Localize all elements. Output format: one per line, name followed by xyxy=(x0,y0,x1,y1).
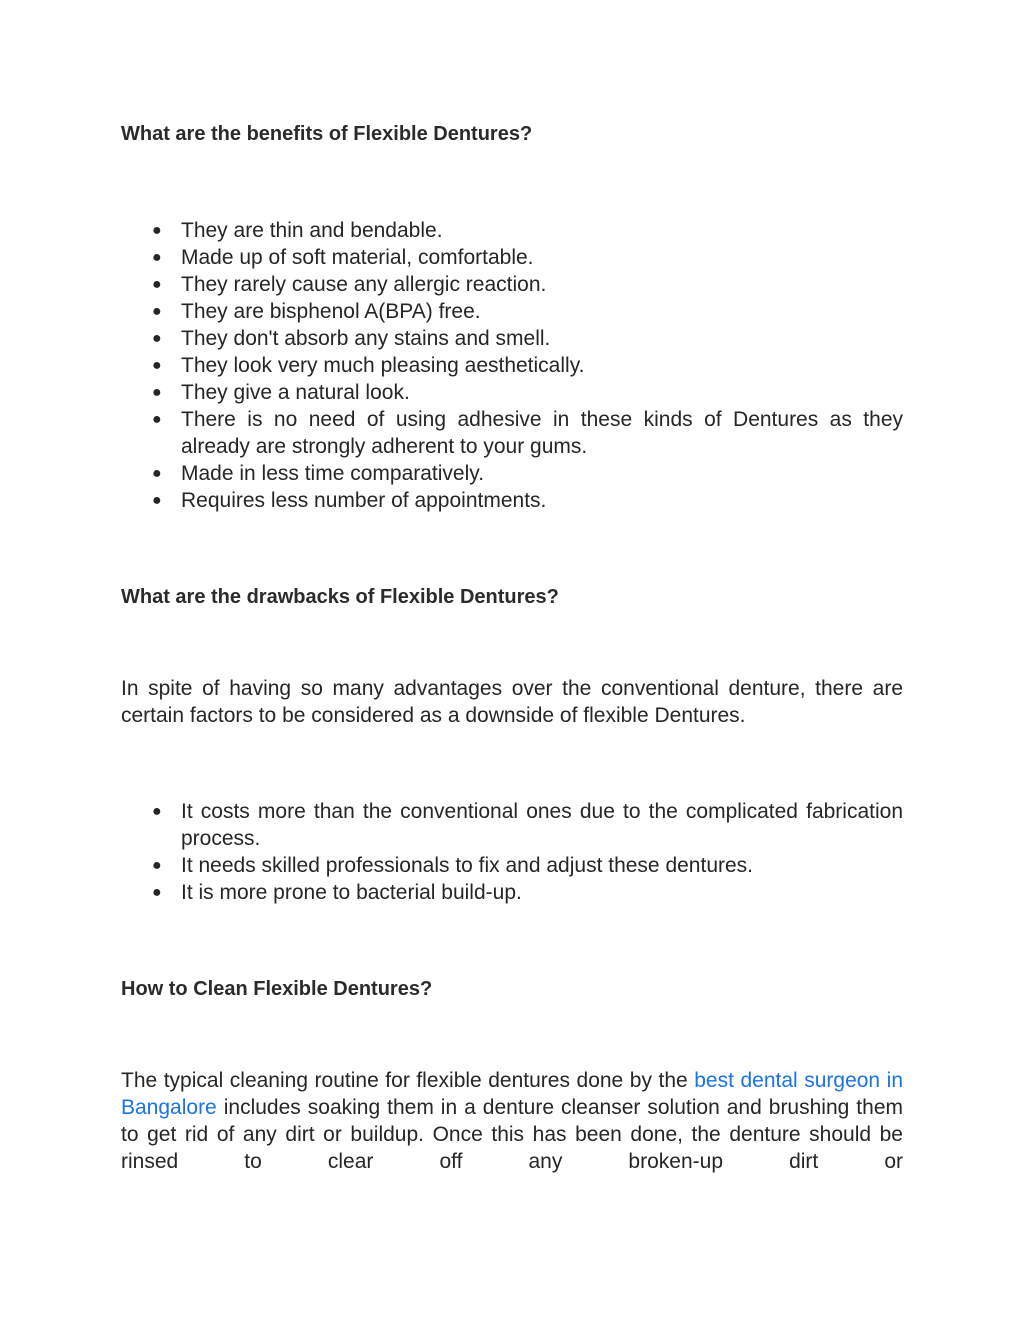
list-item: ● There is no need of using adhesive in these kinds of Dentures as they already are strongly adherent to your gums. xyxy=(152,408,903,458)
bullet-icon: ● xyxy=(152,411,162,428)
bullet-icon: ● xyxy=(152,276,162,293)
list-item: ● It is more prone to bacterial build-up. xyxy=(152,881,522,904)
section-heading-drawbacks: What are the drawbacks of Flexible Dentures? xyxy=(121,586,559,608)
section-heading-cleaning: How to Clean Flexible Dentures? xyxy=(121,978,433,1000)
bullet-icon: ● xyxy=(152,249,162,266)
drawbacks-list xyxy=(121,798,903,906)
list-item: ● They are bisphenol A(BPA) free. xyxy=(152,300,481,323)
bullet-icon: ● xyxy=(152,465,162,482)
bullet-icon: ● xyxy=(152,384,162,401)
section-heading-benefits: What are the benefits of Flexible Dentures? xyxy=(121,123,533,145)
list-item: ● It needs skilled professionals to fix and adjust these dentures. xyxy=(152,854,754,877)
list-item: ● Requires less number of appointments. xyxy=(152,489,547,512)
list-item: ● They give a natural look. xyxy=(152,381,410,404)
bullet-icon: ● xyxy=(152,357,162,374)
list-item: ● It costs more than the conventional ones due to the complicated fabrication process. xyxy=(152,800,903,850)
bullet-icon: ● xyxy=(152,222,162,239)
cleaning-paragraph: The typical cleaning routine for flexible dentures done by the best dental surgeon in Bangalore includes soaking them in a denture cleanser solution and brushing them to get rid of any dirt or buildup. Once this has been done, the denture should be rinsed to clear off any broken-up dirt or xyxy=(121,1069,903,1173)
bullet-icon: ● xyxy=(152,330,162,347)
bullet-icon: ● xyxy=(152,303,162,320)
drawbacks-intro-paragraph: In spite of having so many advantages over the conventional denture, there are certain factors to be considered as a downside of flexible Dentures. xyxy=(121,677,903,727)
benefits-list xyxy=(121,217,903,514)
list-item: ● They look very much pleasing aesthetically. xyxy=(152,354,585,377)
dental-surgeon-link[interactable]: best dental surgeon in Bangalore xyxy=(121,1069,903,1119)
list-item: ● They rarely cause any allergic reaction. xyxy=(152,273,547,296)
list-item: ● They don't absorb any stains and smell. xyxy=(152,327,551,350)
list-item: ● Made up of soft material, comfortable. xyxy=(152,246,534,269)
bullet-icon: ● xyxy=(152,803,162,820)
list-item: ● Made in less time comparatively. xyxy=(152,462,485,485)
bullet-icon: ● xyxy=(152,884,162,901)
bullet-icon: ● xyxy=(152,857,162,874)
bullet-icon: ● xyxy=(152,492,162,509)
list-item: ● They are thin and bendable. xyxy=(152,219,443,242)
